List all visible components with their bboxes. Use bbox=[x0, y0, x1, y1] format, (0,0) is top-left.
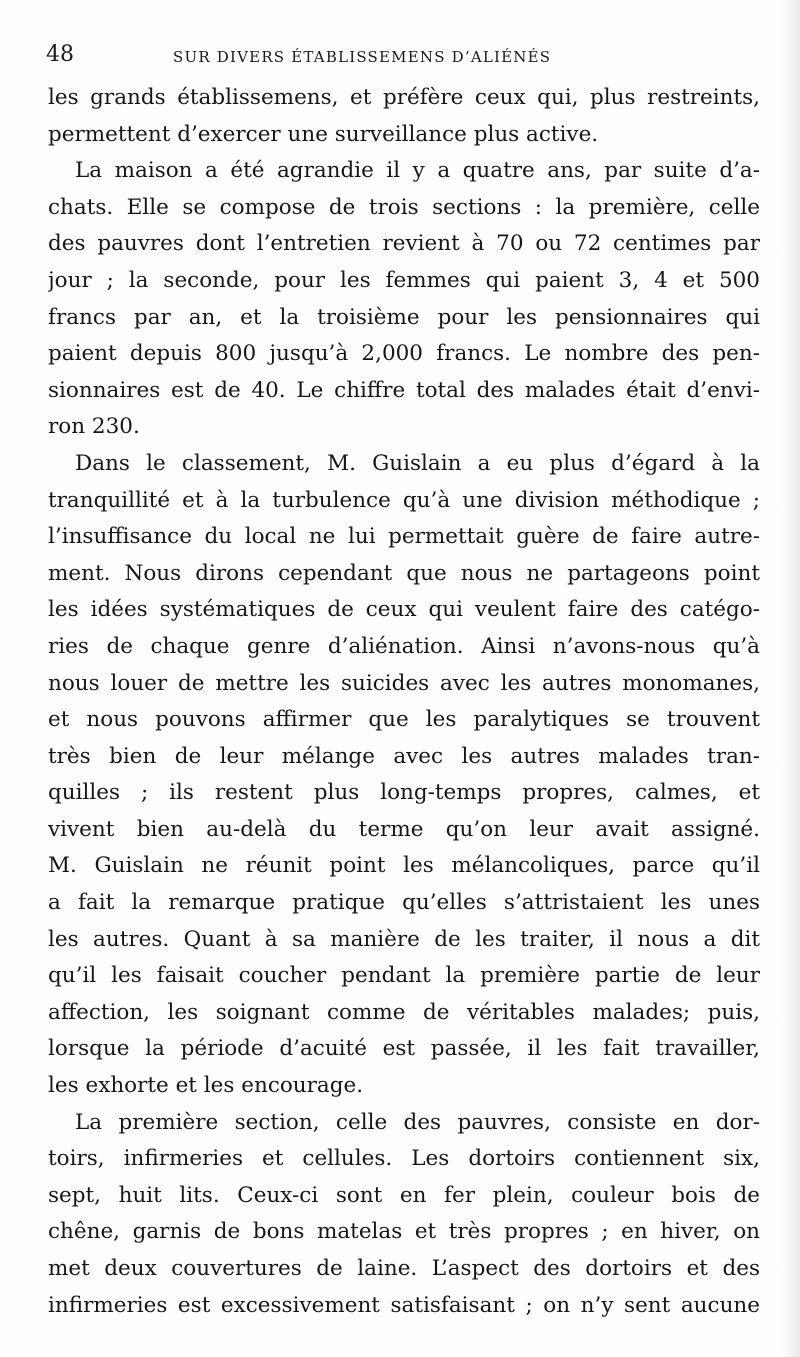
text-line: tranquillité et à la turbulence qu’à une division méthodique ; bbox=[48, 487, 760, 513]
text-line: chats. Elle se compose de trois sections : la première, celle bbox=[48, 194, 760, 220]
text-line: les idées systématiques de ceux qui veulent faire des catégo- bbox=[48, 597, 760, 623]
text-line: M. Guislain ne réunit point les mélancoliques, parce qu’il bbox=[48, 853, 760, 879]
text-line: vivent bien au-delà du terme qu’on leur avait assigné. bbox=[48, 816, 760, 842]
text-line: ment. Nous dirons cependant que nous ne partageons point bbox=[48, 560, 760, 586]
text-line: La première section, celle des pauvres, consiste en dor- bbox=[75, 1109, 760, 1135]
text-line: met deux couvertures de laine. L’aspect des dortoirs et des bbox=[48, 1256, 760, 1281]
text-line: sept, huit lits. Ceux-ci sont en fer plein, couleur bois de bbox=[48, 1182, 760, 1208]
text-line: les autres. Quant à sa manière de les traiter, il nous a dit bbox=[48, 926, 760, 952]
page-number: 48 bbox=[46, 42, 74, 67]
text-line: très bien de leur mélange avec les autres malades tran- bbox=[48, 743, 760, 769]
text-line: permettent d’exercer une surveillance plus active. bbox=[48, 121, 599, 147]
text-line: toirs, infirmeries et cellules. Les dortoirs contiennent six, bbox=[48, 1146, 760, 1172]
body-text bbox=[48, 80, 760, 1324]
text-line: quilles ; ils restent plus long-temps propres, calmes, et bbox=[48, 780, 760, 806]
text-line: l’insuffisance du local ne lui permettait guère de faire autre- bbox=[48, 524, 760, 550]
text-line: qu’il les faisait coucher pendant la première partie de leur bbox=[48, 963, 760, 989]
text-line: Dans le classement, M. Guislain a eu plus d’égard à la bbox=[75, 450, 760, 476]
text-line: et nous pouvons affirmer que les paralytiques se trouvent bbox=[48, 707, 760, 733]
text-line: francs par an, et la troisième pour les pensionnaires qui bbox=[48, 304, 760, 330]
page-gutter-shadow bbox=[782, 0, 800, 1357]
page-header bbox=[46, 38, 758, 72]
text-line: sionnaires est de 40. Le chiffre total des malades était d’envi- bbox=[48, 377, 760, 403]
text-line: La maison a été agrandie il y a quatre ans, par suite d’a- bbox=[75, 158, 760, 184]
text-line: affection, les soignant comme de véritables malades; puis, bbox=[48, 999, 760, 1025]
text-line: nous louer de mettre les suicides avec les autres monomanes, bbox=[48, 670, 760, 696]
text-line: des pauvres dont l’entretien revient à 70 ou 72 centimes par bbox=[48, 231, 760, 257]
running-title: SUR DIVERS ÉTABLISSEMENS D’ALIÉNÉS bbox=[173, 48, 552, 66]
text-line: lorsque la période d’acuité est passée, il les fait travailler, bbox=[48, 1036, 760, 1062]
text-line: ron 230. bbox=[48, 414, 140, 440]
text-line: les exhorte et les encourage. bbox=[48, 1073, 364, 1099]
text-line: les grands établissemens, et préfère ceux qui, plus restreints, bbox=[48, 85, 760, 110]
text-line: a fait la remarque pratique qu’elles s’attristaient les unes bbox=[48, 890, 760, 916]
text-line: chêne, garnis de bons matelas et très propres ; en hiver, on bbox=[48, 1219, 760, 1245]
text-line: infirmeries est excessivement satisfaisant ; on n’y sent aucune bbox=[48, 1292, 760, 1318]
text-line: paient depuis 800 jusqu’à 2,000 francs. Le nombre des pen- bbox=[48, 341, 760, 367]
text-line: ries de chaque genre d’aliénation. Ainsi n’avons-nous qu’à bbox=[48, 633, 760, 659]
text-line: jour ; la seconde, pour les femmes qui paient 3, 4 et 500 bbox=[48, 267, 760, 293]
